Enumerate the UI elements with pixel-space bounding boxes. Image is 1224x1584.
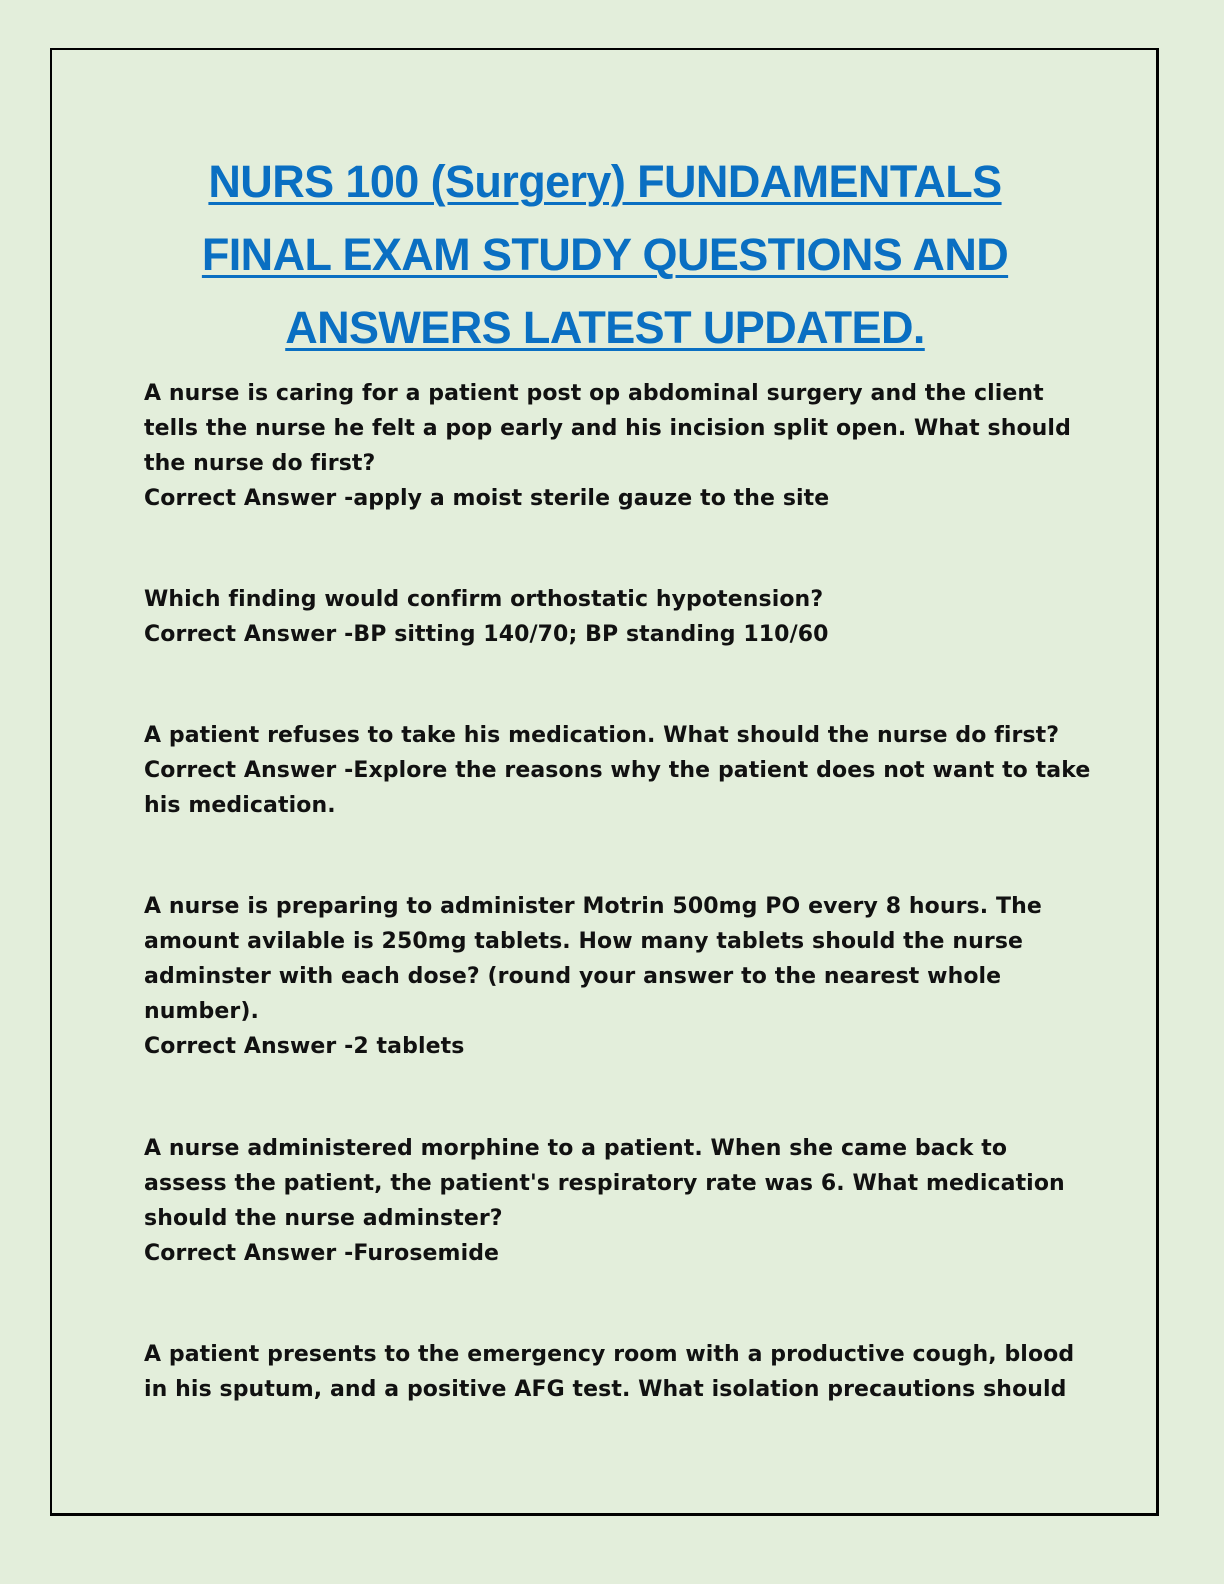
question-text: A nurse is preparing to administer Motrin 500mg PO every 8 hours. The amount avilable is 250mg tablets. How many tablets should the nurse adminster with each dose? (round your answer to the nearest whole number).	[144, 894, 1042, 1024]
question-text: A nurse administered morphine to a patient. When she came back to assess the patient, the patient's respiratory rate was 6. What medication should the nurse adminster?	[144, 1136, 1065, 1231]
answer-text: Correct Answer -Explore the reasons why the patient does not want to take his medication.	[144, 758, 1091, 818]
qa-item-3	[144, 718, 1104, 823]
answer-text: Correct Answer -BP sitting 140/70; BP standing 110/60	[144, 622, 829, 647]
qa-item-1	[144, 376, 1104, 516]
question-text: A patient presents to the emergency room with a productive cough, blood in his sputum, and a positive AFG test. What isolation precautions should	[144, 1342, 1075, 1402]
answer-text: Correct Answer -Furosemide	[144, 1241, 500, 1266]
title-line-3: ANSWERS LATEST UPDATED.	[285, 302, 925, 353]
answer-text: Correct Answer -2 tablets	[144, 1034, 465, 1059]
title-line-1: NURS 100 (Surgery) FUNDAMENTALS	[208, 156, 1002, 207]
question-text: A patient refuses to take his medication. What should the nurse do first?	[144, 723, 1060, 748]
title-line-2: FINAL EXAM STUDY QUESTIONS AND	[201, 229, 1009, 280]
document-title	[60, 145, 1150, 364]
qa-item-2	[144, 582, 1104, 652]
answer-text: Correct Answer -apply a moist sterile gauze to the site	[144, 486, 830, 511]
qa-item-5	[144, 1131, 1104, 1271]
question-text: Which finding would confirm orthostatic hypotension?	[144, 587, 824, 612]
qa-item-4	[144, 889, 1104, 1064]
question-text: A nurse is caring for a patient post op abdominal surgery and the client tells the nurse he felt a pop early and his incision split open. What should the nurse do first?	[144, 381, 1071, 476]
qa-item-6	[144, 1337, 1104, 1407]
